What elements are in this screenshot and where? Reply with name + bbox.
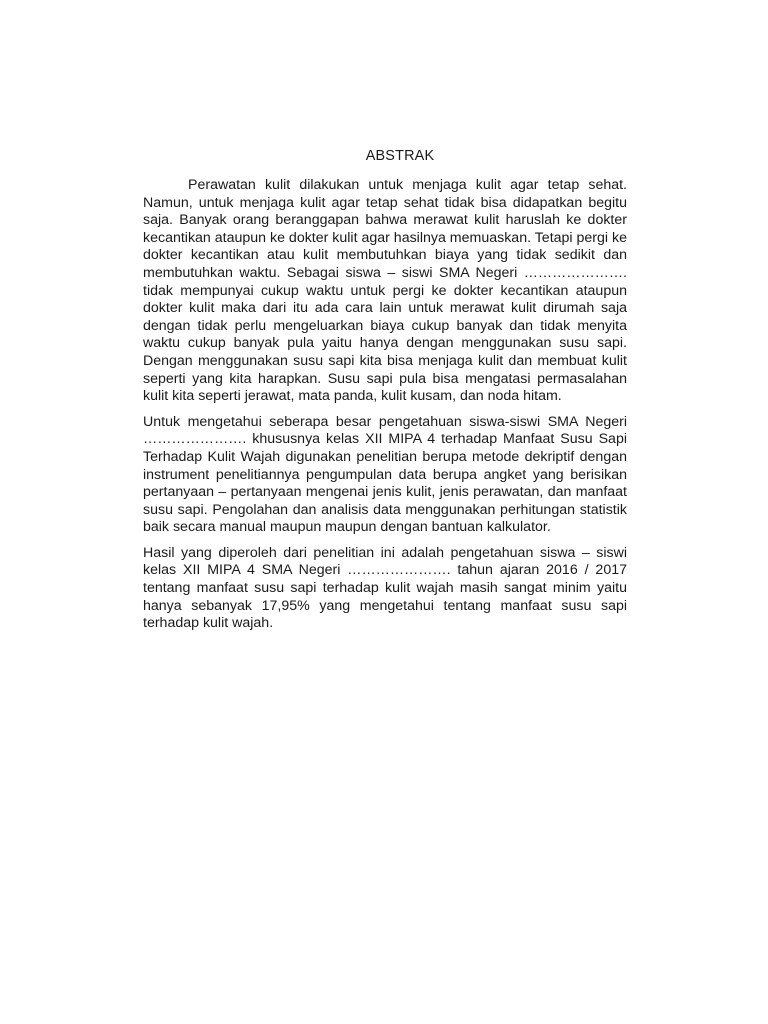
abstract-paragraph-3: Hasil yang diperoleh dari penelitian ini adalah pengetahuan siswa – siswi kelas XII MIPA 4 SMA Negeri …………………. tahun ajaran 2016 / 2017 tentang manfaat susu sapi terhadap kulit wajah masih sangat minim yaitu hanya sebanyak 17,95% yang mengetahui tentang manfaat susu sapi terhadap kulit wajah.: [143, 544, 627, 632]
abstract-title: ABSTRAK: [365, 148, 435, 164]
abstract-paragraph-1: Perawatan kulit dilakukan untuk menjaga kulit agar tetap sehat. Namun, untuk menjaga kulit agar tetap sehat tidak bisa didapatkan begitu saja. Banyak orang beranggapan bahwa merawat kulit haruslah ke dokter kecantikan ataupun ke dokter kulit agar hasilnya memuaskan. Tetapi pergi ke dokter kecantikan atau kulit membutuhkan biaya yang tidak sedikit dan membutuhkan waktu. Sebagai siswa – siswi SMA Negeri …………………. tidak mempunyai cukup waktu untuk pergi ke dokter kecantikan ataupun dokter kulit maka dari itu ada cara lain untuk merawat kulit dirumah saja dengan tidak perlu mengeluarkan biaya cukup banyak dan tidak menyita waktu cukup banyak pula yaitu hanya dengan menggunakan susu sapi. Dengan menggunakan susu sapi kita bisa menjaga kulit dan membuat kulit seperti yang kita harapkan. Susu sapi pula bisa mengatasi permasalahan kulit kita seperti jerawat, mata panda, kulit kusam, dan noda hitam.: [143, 177, 627, 405]
abstract-body: [143, 177, 627, 633]
abstract-paragraph-2: Untuk mengetahui seberapa besar pengetahuan siswa-siswi SMA Negeri …………………. khususnya kelas XII MIPA 4 terhadap Manfaat Susu Sapi Terhadap Kulit Wajah digunakan penelitian berupa metode dekriptif dengan instrument penelitiannya pengumpulan data berupa angket yang berisikan pertanyaan – pertanyaan mengenai jenis kulit, jenis perawatan, dan manfaat susu sapi. Pengolahan dan analisis data menggunakan perhitungan statistik baik secara manual maupun maupun dengan bantuan kalkulator.: [143, 413, 627, 536]
